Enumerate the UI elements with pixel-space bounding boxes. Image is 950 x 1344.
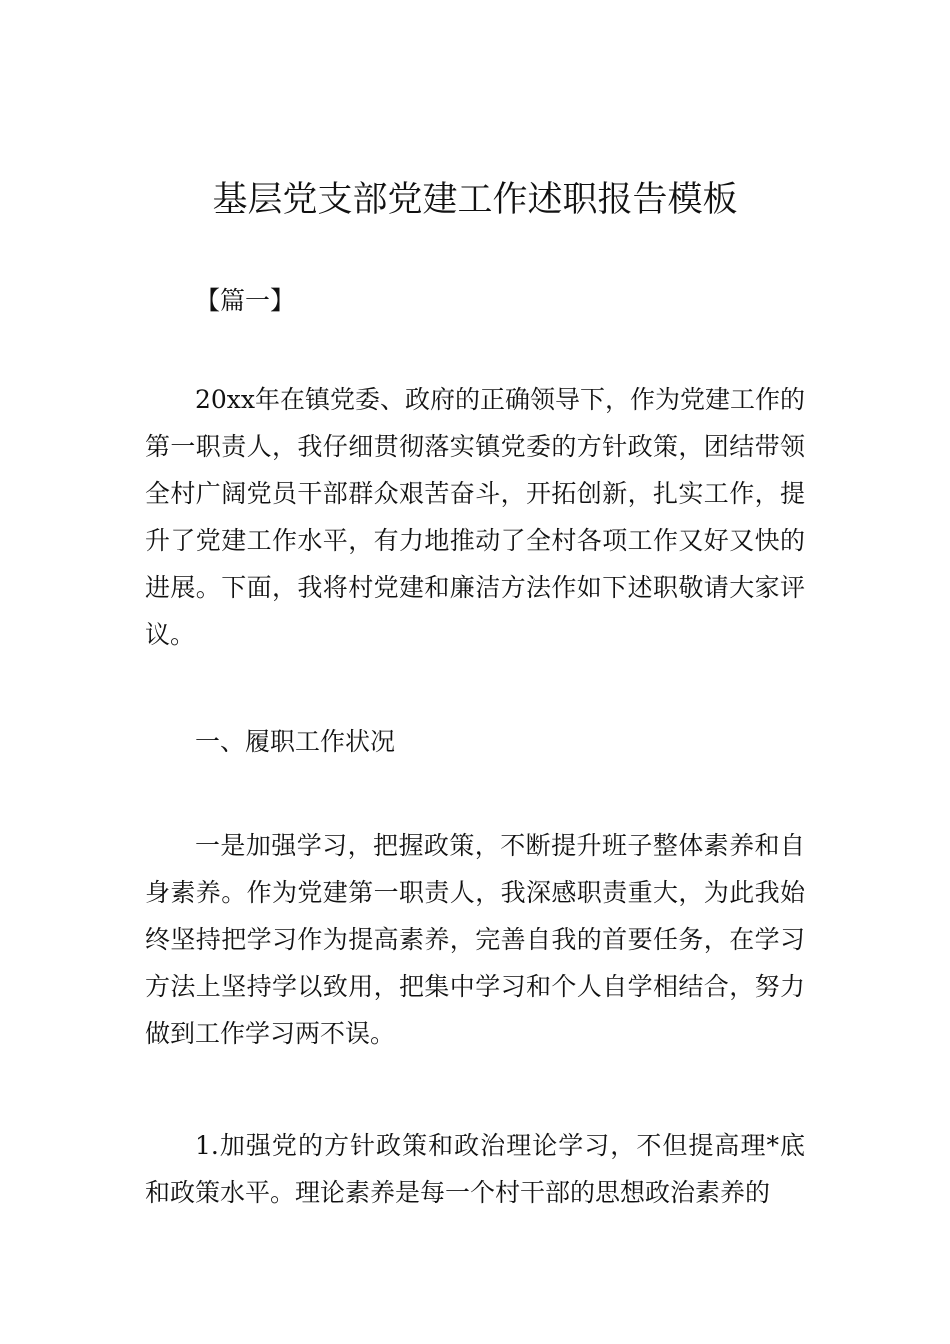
intro-paragraph: 20xx年在镇党委、政府的正确领导下，作为党建工作的第一职责人，我仔细贯彻落实镇党委的方针政策，团结带领全村广阔党员干部群众艰苦奋斗，开拓创新，扎实工作，提升了党建工作水平，有力地推动了全村各项工作又好又快的进展。下面，我将村党建和廉洁方法作如下述职敬请大家评议。 — [145, 385, 806, 649]
document-title: 基层党支部党建工作述职报告模板 — [212, 180, 738, 220]
body-paragraph: 1.加强党的方针政策和政治理论学习，不但提高理*底和政策水平。理论素养是每一个村干部的思想政治素养的 — [145, 1131, 805, 1207]
section-heading: 一、履职工作状况 — [195, 727, 396, 756]
section-label: 【篇一】 — [195, 286, 296, 315]
body-paragraph: 一是加强学习，把握政策，不断提升班子整体素养和自身素养。作为党建第一职责人，我深感职责重大，为此我始终坚持把学习作为提高素养，完善自我的首要任务，在学习方法上坚持学以致用，把集中学习和个人自学相结合，努力做到工作学习两不误。 — [145, 831, 805, 1048]
